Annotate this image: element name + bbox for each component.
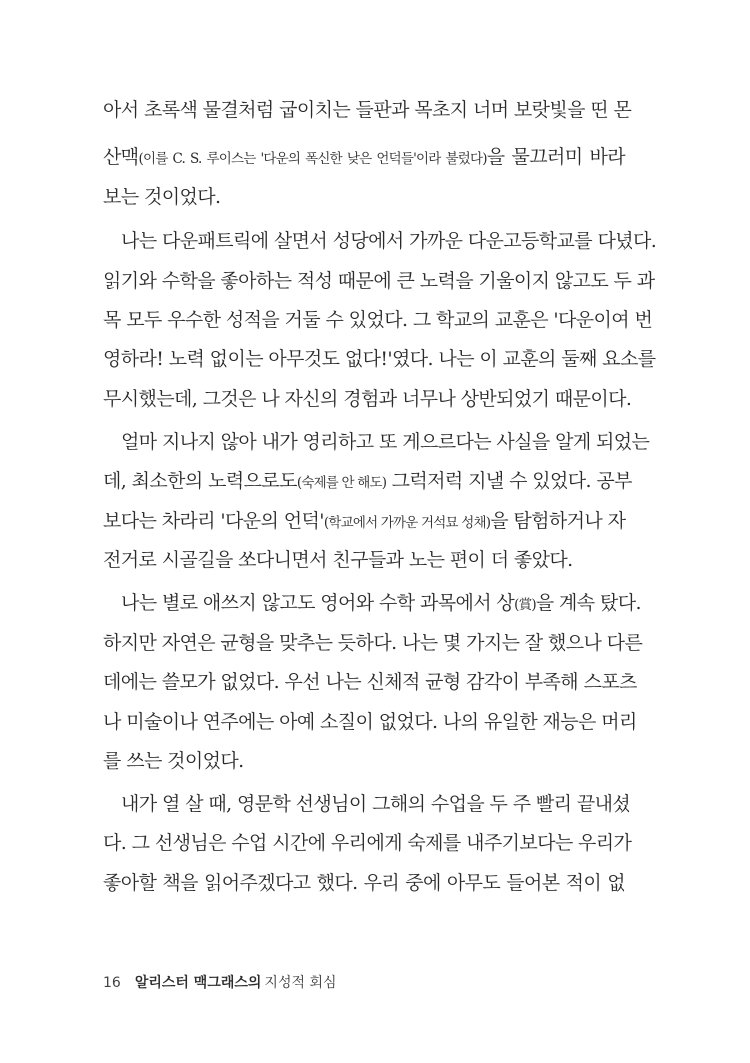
body-line-17: 를 쓰는 것이었다. — [103, 750, 244, 772]
inline-text: 을 물끄러미 바라 — [486, 146, 625, 168]
page-footer — [103, 972, 337, 994]
body-line-7: 영하라! 노력 없이는 아무것도 없다!'였다. 나는 이 교훈의 둘째 요소를 — [103, 348, 656, 370]
body-line-5: 읽기와 수학을 좋아하는 적성 때문에 큰 노력을 기울이지 않고도 두 과 — [103, 270, 655, 292]
body-line-10 — [103, 467, 632, 497]
inline-text: 을 계속 탔다. — [535, 592, 641, 614]
inline-text: 그럭저럭 지낼 수 있었다. 공부 — [386, 470, 632, 492]
body-line-16: 나 미술이나 연주에는 아예 소질이 없었다. 나의 유일한 재능은 머리 — [103, 711, 637, 733]
running-title-subtitle: 지성적 회심 — [264, 975, 337, 991]
inline-text: 데, 최소한의 노력으로도 — [103, 470, 297, 492]
body-line-2 — [103, 143, 625, 173]
inline-text: 보다는 차라리 '다운의 언덕' — [103, 510, 324, 532]
body-line-8: 무시했는데, 그것은 나 자신의 경험과 너무나 상반되었기 때문이다. — [103, 388, 632, 410]
inline-note: (賞) — [514, 597, 536, 613]
page-number: 16 — [103, 975, 121, 991]
inline-note: (숙제를 안 해도) — [296, 475, 387, 491]
body-line-15: 데에는 쓸모가 없었다. 우선 나는 신체적 균형 감각이 부족해 스포츠 — [103, 671, 637, 693]
body-line-6: 목 모두 우수한 성적을 거둘 수 있었다. 그 학교의 교훈은 '다운이여 번 — [103, 309, 653, 331]
body-line-11 — [103, 507, 625, 537]
body-line-12: 전거로 시골길을 쏘다니면서 친구들과 노는 편이 더 좋았다. — [103, 549, 573, 571]
running-title-author: 알리스터 맥그래스의 — [134, 975, 262, 991]
inline-text: 나는 별로 애쓰지 않고도 영어와 수학 과목에서 상 — [121, 592, 515, 614]
inline-note: (이를 C. S. 루이스는 '다운의 폭신한 낮은 언덕들'이라 불렀다) — [138, 151, 487, 167]
body-line-13 — [103, 589, 641, 619]
body-line-9: 얼마 지나지 않아 내가 영리하고 또 게으르다는 사실을 알게 되었는 — [121, 431, 650, 453]
body-line-18: 내가 열 살 때, 영문학 선생님이 그해의 수업을 두 주 빨리 끝내셨 — [121, 793, 631, 815]
body-line-1: 아서 초록색 물결처럼 굽이치는 들판과 목초지 너머 보랏빛을 띤 몬 — [103, 99, 632, 121]
inline-text: 을 탐험하거나 자 — [490, 510, 626, 532]
body-line-20: 좋아할 책을 읽어주겠다고 했다. 우리 중에 아무도 들어본 적이 없 — [103, 872, 625, 894]
inline-note: (학교에서 가까운 거석묘 성채) — [323, 515, 491, 531]
body-line-14: 하지만 자연은 균형을 맞추는 듯하다. 나는 몇 가지는 잘 했으나 다른 — [103, 632, 643, 654]
inline-text: 산맥 — [103, 146, 139, 168]
body-line-3: 보는 것이었다. — [103, 186, 221, 208]
body-line-4: 나는 다운패트릭에 살면서 성당에서 가까운 다운고등학교를 다녔다. — [121, 230, 657, 252]
body-line-19: 다. 그 선생님은 수업 시간에 우리에게 숙제를 내주기보다는 우리가 — [103, 832, 632, 854]
